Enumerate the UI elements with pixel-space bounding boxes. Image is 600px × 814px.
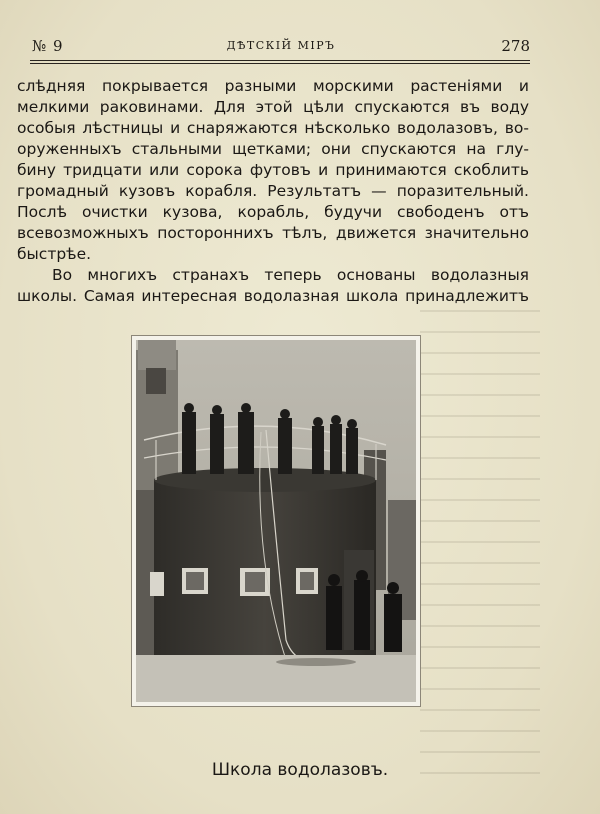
text-line: мелкими раковинами. Для этой цѣли спускаются въ воду [17, 98, 529, 116]
paragraph-2 [17, 265, 529, 307]
header-rule-double [30, 63, 530, 64]
text-line: особыя лѣстницы и снаряжаются нѣсколько водолазовъ, во- [17, 119, 529, 137]
text-line: школы. Самая интересная водолазная школа принадлежитъ [17, 287, 529, 305]
header-rule [30, 60, 530, 61]
diving-school-photo [136, 340, 416, 702]
journal-title: ДѢТСКІЙ МІРЪ [226, 39, 336, 52]
text-line: бину тридцати или сорока футовъ и принимаются скоблить [17, 161, 529, 179]
text-line: всевозможныхъ постороннихъ тѣлъ, движется значительно [17, 224, 529, 242]
text-line: быстрѣе. [17, 245, 92, 263]
text-line: Во многихъ странахъ теперь основаны водолазныя [52, 266, 529, 284]
page-header [32, 35, 530, 57]
issue-number: № 9 [32, 37, 64, 55]
text-line: слѣдняя покрывается разными морскими растеніями и [17, 77, 529, 95]
paragraph-1 [17, 76, 529, 265]
figure-photo [131, 335, 421, 707]
text-line: громадный кузовъ корабля. Результатъ — поразительный. [17, 182, 529, 200]
body-text [17, 76, 529, 307]
bleed-through-texture [420, 300, 540, 780]
text-line: оруженныхъ стальными щетками; они спускаются на глу- [17, 140, 529, 158]
figure-caption: Школа водолазовъ. [211, 760, 389, 780]
text-line: Послѣ очистки кузова, корабль, будучи свободенъ отъ [17, 203, 529, 221]
page-number: 278 [501, 37, 530, 55]
